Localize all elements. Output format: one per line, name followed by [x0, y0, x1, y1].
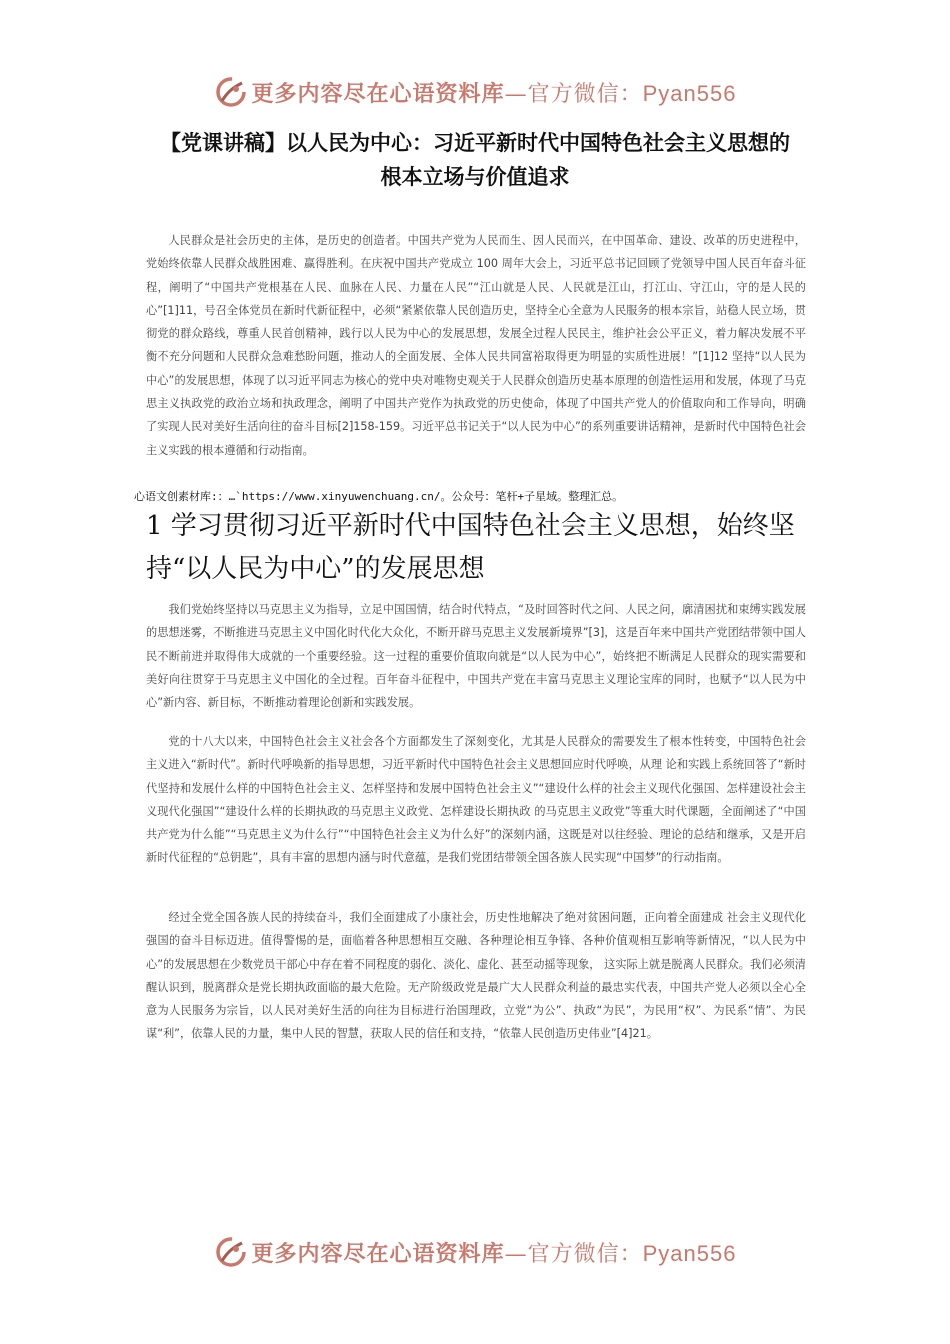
body-paragraph: 经过全党全国各族人民的持续奋斗，我们全面建成了小康社会，历史性地解决了绝对贫困问题，正向着全面建成 社会主义现代化强国的奋斗目标迈进。值得警惕的是，面临着各种思想相互交融、各种理论相互争锋、各种价值观相互影响等新情况，“以人民为中心”的发展思想在少数党员干部心中存在着不同程度的弱化、淡化、虚化、甚至动摇等现象， 这实际上就是脱离人民群众。我们必须清醒认识到，脱离群众是党长期执政面临的最大危险。无产阶级政党是最广大人民群众利益的最忠实代表，中国共产党人必须以全心全意为人民服务为宗旨，以人民对美好生活的向往为目标进行治国理政，立党“为公”、执政“为民”，为民用“权”、为民系“情”、为民谋“利”，依靠人民的力量，集中人民的智慧，获取人民的信任和支持，“依靠人民创造历史伟业”[4]21。 — [146, 911, 806, 1041]
bottom-banner — [0, 1232, 950, 1272]
section-heading: 1 学习贯彻习近平新时代中国特色社会主义思想，始终坚持“以人民为中心”的发展思想 — [146, 511, 795, 584]
banner-text — [252, 1237, 737, 1268]
brush-swirl-logo-icon — [214, 1235, 248, 1269]
banner-text — [252, 77, 737, 108]
intro-paragraph: 人民群众是社会历史的主体，是历史的创造者。中国共产党为人民而生、因人民而兴，在中国革命、建设、改革的历史进程中，党始终依靠人民群众战胜困难、赢得胜利。在庆祝中国共产党成立 100 周年大会上，习近平总书记回顾了党领导中国人民百年奋斗征程，阐明了“中国共产党根基在人民、血脉在人民、力量在人民”“江山就是人民、人民就是江山，打江山、守江山，守的是人民的心”[1]11，号召全体党员在新时代新征程中，必须“紧紧依靠人民创造历史，坚持全心全意为人民服务的根本宗旨，站稳人民立场，贯彻党的群众路线，尊重人民首创精神，践行以人民为中心的发展思想，发展全过程人民民主，维护社会公平正义，着力解决发展不平衡不充分问题和人民群众急难愁盼问题，推动人的全面发展、全体人民共同富裕取得更为明显的实质性进展！”[1]12 坚持“以人民为中心”的发展思想，体现了以习近平同志为核心的党中央对唯物史观关于人民群众创造历史基本原理的创造性运用和发展，体现了马克思主义执政党的政治立场和执政理念，阐明了中国共产党作为执政党的历史使命，体现了中国共产党人的价值取向和工作导向，明确了实现人民对美好生活向往的奋斗目标[2]158-159。习近平总书记关于“以人民为中心”的系列重要讲话精神，是新时代中国特色社会主义实践的根本遵循和行动指南。 — [146, 234, 806, 457]
body-paragraph: 我们党始终坚持以马克思主义为指导，立足中国国情，结合时代特点，“及时回答时代之问、人民之问，廓清困扰和束缚实践发展的思想迷雾，不断推进马克思主义中国化时代化大众化，不断开辟马克思主义发展新境界”[3]，这是百年来中国共产党团结带领中国人民不断前进并取得伟大成就的一个重要经验。这一过程的重要价值取向就是“以人民为中心”，始终把不断满足人民群众的现实需要和美好向往贯穿于马克思主义中国化的全过程。百年奋斗征程中，中国共产党在丰富马克思主义理论宝库的同时，也赋予“以人民为中心”新内容、新目标，不断推动着理论创新和实践发展。 — [146, 603, 806, 710]
banner-label: 官方微信： — [527, 1241, 643, 1267]
banner-dash: — — [504, 81, 528, 107]
banner-label: 官方微信： — [527, 81, 643, 107]
banner-dash: — — [504, 1241, 528, 1267]
source-note: 心语文创素材库:：…`https://www.xinyuwenchuang.cn/。公众号：笔杆+子星域。整理汇总。 — [134, 490, 624, 503]
banner-brand: 更多内容尽在心语资料库 — [251, 1240, 505, 1267]
banner-wechat-id: Pyan556 — [642, 80, 737, 106]
banner-brand: 更多内容尽在心语资料库 — [251, 80, 505, 107]
document-title — [120, 126, 830, 194]
brush-swirl-logo-icon — [214, 75, 248, 109]
top-banner — [0, 72, 950, 112]
document-title-line-2: 根本立场与价值追求 — [380, 165, 570, 189]
banner-wechat-id: Pyan556 — [642, 1240, 737, 1266]
body-paragraph: 党的十八大以来，中国特色社会主义社会各个方面都发生了深刻变化，尤其是人民群众的需要发生了根本性转变，中国特色社会主义进入“新时代”。新时代呼唤新的指导思想，习近平新时代中国特色社会主义思想回应时代呼唤，从理 论和实践上系统回答了“新时代坚持和发展什么样的中国特色社会主义、怎样坚持和发展中国特色社会主义”“建设什么样的社会主义现代化强国、怎样建设社会主义现代化强国”“建设什么样的长期执政的马克思主义政党、怎样建设长期执政 的马克思主义政党”等重大时代课题，全面阐述了“中国共产党为什么能”“马克思主义为什么行”“中国特色社会主义为什么好”的深刻内涵，这既是对以往经验、理论的总结和继承，又是开启新时代征程的“总钥匙”，具有丰富的思想内涵与时代意蕴，是我们党团结带领全国各族人民实现“中国梦”的行动指南。 — [146, 735, 806, 865]
document-title-line-1: 【党课讲稿】以人民为中心：习近平新时代中国特色社会主义思想的 — [160, 131, 790, 155]
